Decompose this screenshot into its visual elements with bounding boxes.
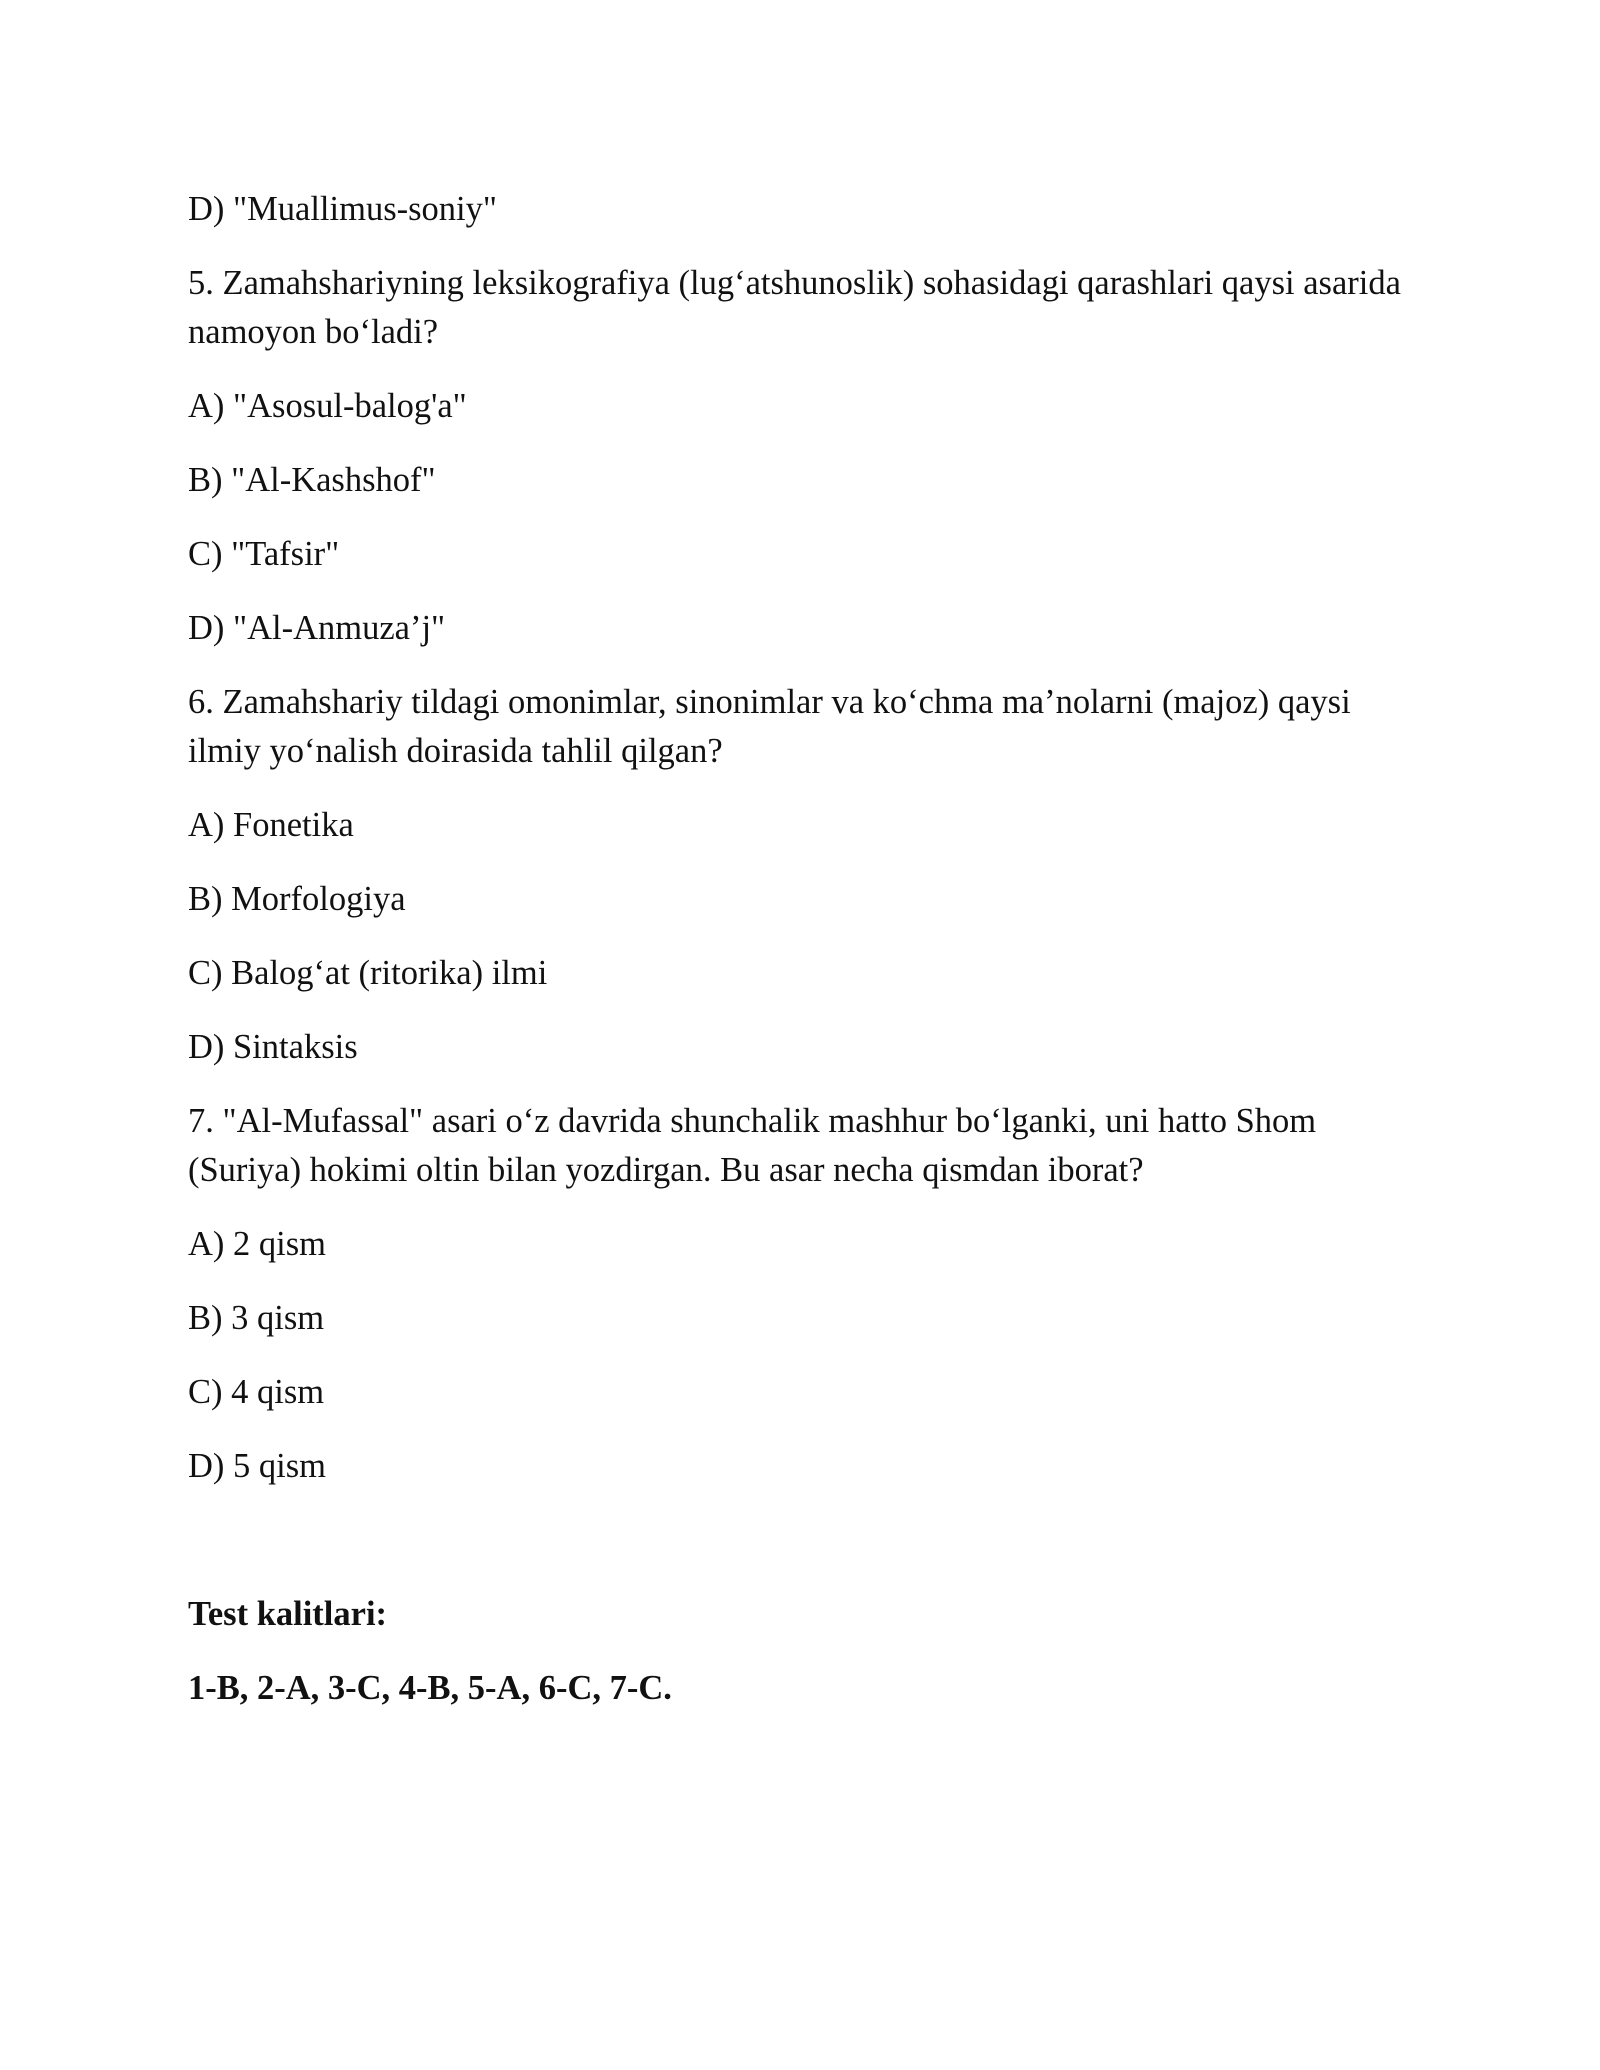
question-6-option-d: D) Sintaksis <box>188 1028 358 1066</box>
answer-key-heading: Test kalitlari: <box>188 1595 388 1633</box>
question-7-option-c: C) 4 qism <box>188 1373 325 1411</box>
question-7-option-a: A) 2 qism <box>188 1225 326 1263</box>
question-5-option-c: C) "Tafsir" <box>188 535 340 573</box>
question-5-option-a: A) "Asosul-balog'a" <box>188 387 467 425</box>
answer-key <box>188 1590 1428 1713</box>
question-6-text: 6. Zamahshariy tildagi omonimlar, sinonimlar va ko‘chma ma’nolarni (majoz) qaysi ilmiy yo‘nalish doirasida tahlil qilgan? <box>188 683 1351 770</box>
question-7 <box>188 1097 1428 1491</box>
previous-question-option-d: D) "Muallimus-soniy" <box>188 190 497 228</box>
question-7-option-b: B) 3 qism <box>188 1299 325 1337</box>
document-page <box>188 185 1428 1738</box>
question-5-option-d: D) "Al-Anmuza’j" <box>188 609 446 647</box>
question-7-option-d: D) 5 qism <box>188 1447 326 1485</box>
answer-key-list: 1-B, 2-A, 3-C, 4-B, 5-A, 6-C, 7-C. <box>188 1669 672 1707</box>
question-6 <box>188 678 1428 1072</box>
question-6-option-b: B) Morfologiya <box>188 880 406 918</box>
question-7-text: 7. "Al-Mufassal" asari o‘z davrida shunchalik mashhur bo‘lganki, uni hatto Shom (Suriya) hokimi oltin bilan yozdirgan. Bu asar necha qismdan iborat? <box>188 1102 1317 1189</box>
section-spacer <box>188 1516 1428 1590</box>
question-5-option-b: B) "Al-Kashshof" <box>188 461 436 499</box>
question-5-text: 5. Zamahshariyning leksikografiya (lug‘atshunoslik) sohasidagi qarashlari qaysi asarida namoyon bo‘ladi? <box>188 264 1401 351</box>
question-5 <box>188 259 1428 653</box>
question-6-option-c: C) Balog‘at (ritorika) ilmi <box>188 954 548 992</box>
question-6-option-a: A) Fonetika <box>188 806 354 844</box>
